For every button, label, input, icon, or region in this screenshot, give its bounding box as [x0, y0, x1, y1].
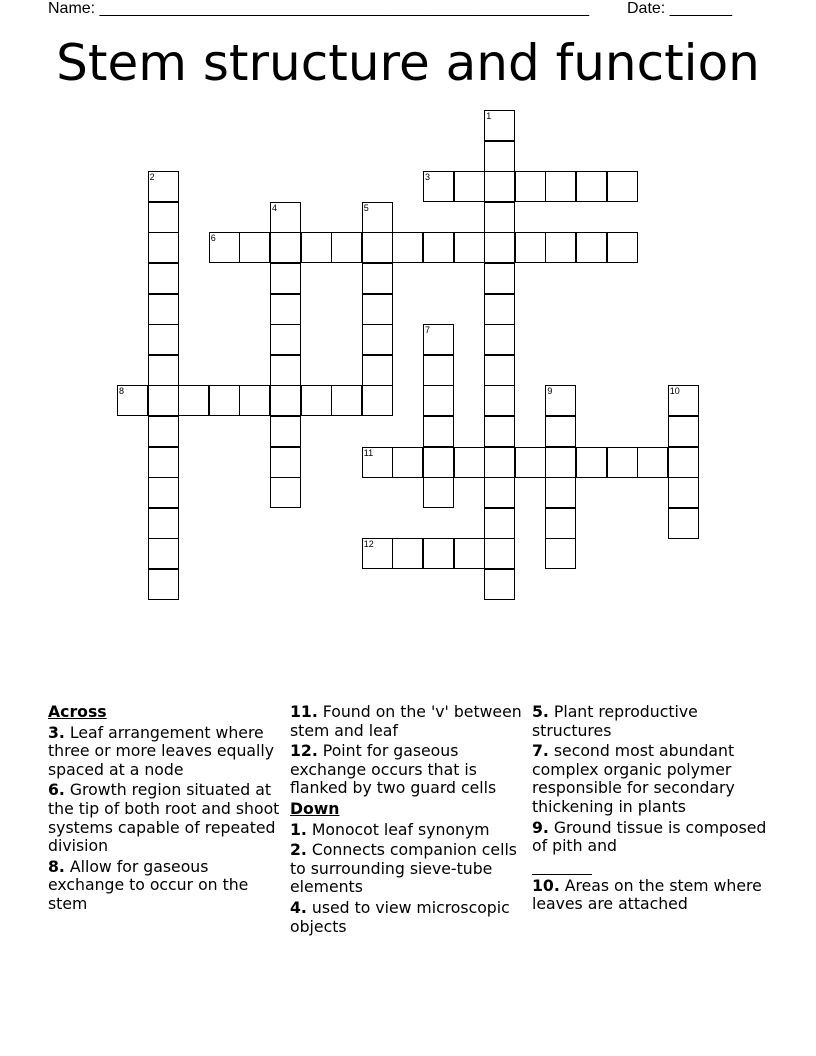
date-blank[interactable]: _______: [669, 0, 732, 17]
grid-cell[interactable]: [484, 385, 515, 416]
grid-cell[interactable]: [454, 538, 485, 569]
grid-cell[interactable]: [362, 385, 393, 416]
clue-text: Areas on the stem where leaves are attached: [532, 875, 762, 914]
clue-text: Growth region situated at the tip of both root and shoot systems capable of repeated division: [48, 780, 280, 856]
grid-cell[interactable]: [270, 447, 301, 478]
grid-cell[interactable]: [607, 171, 638, 202]
clues-column-2: [290, 703, 528, 938]
cell-number: 4: [272, 202, 278, 213]
clue-number: 3.: [48, 722, 65, 742]
grid-cell[interactable]: [668, 477, 699, 508]
grid-cell[interactable]: [484, 202, 515, 233]
grid-cell[interactable]: [423, 355, 454, 386]
grid-cell[interactable]: [331, 232, 362, 263]
clue-down-5: [532, 703, 770, 740]
clue-text: Plant reproductive structures: [532, 702, 698, 740]
cell-number: 9: [547, 386, 553, 397]
grid-cell[interactable]: [148, 232, 179, 263]
grid-cell[interactable]: [270, 416, 301, 447]
grid-cell[interactable]: [484, 263, 515, 294]
clue-text: Point for gaseous exchange occurs that is flanked by two guard cells: [290, 741, 497, 798]
grid-cell[interactable]: [239, 232, 270, 263]
clue-down-10: [532, 877, 770, 914]
name-label: Name:: [48, 0, 96, 17]
grid-cell[interactable]: [148, 477, 179, 508]
clue-down-7: [532, 742, 770, 816]
grid-cell[interactable]: [515, 232, 546, 263]
name-blank[interactable]: _______________________________________________________: [99, 0, 589, 17]
grid-cell[interactable]: [270, 232, 301, 263]
clue-across-11: [290, 703, 528, 740]
clue-number: 9.: [532, 817, 549, 837]
answer-blank: [532, 856, 592, 875]
clue-text: Leaf arrangement where three or more leaves equally spaced at a node: [48, 722, 275, 779]
clue-number: 4.: [290, 897, 307, 917]
grid-cell[interactable]: [270, 355, 301, 386]
grid-cell[interactable]: [423, 538, 454, 569]
clue-number: 10.: [532, 875, 560, 895]
cell-number: 12: [363, 539, 374, 550]
grid-cell[interactable]: [423, 416, 454, 447]
grid-cell[interactable]: [148, 385, 179, 416]
grid-cell[interactable]: [607, 232, 638, 263]
grid-cell[interactable]: [515, 447, 546, 478]
grid-cell[interactable]: [607, 447, 638, 478]
grid-cell[interactable]: [484, 324, 515, 355]
cell-number: 1: [486, 111, 492, 121]
grid-cell[interactable]: [484, 232, 515, 263]
grid-cell[interactable]: [454, 447, 485, 478]
across-heading: Across: [48, 702, 107, 721]
clue-down-1: [290, 821, 528, 840]
grid-cell[interactable]: [668, 447, 699, 478]
clue-number: 7.: [532, 741, 549, 761]
clue-across-8: [48, 858, 286, 914]
grid-cell[interactable]: [392, 232, 423, 263]
grid-cell[interactable]: [362, 355, 393, 386]
clue-across-3: [48, 724, 286, 780]
grid-cell[interactable]: [484, 294, 515, 325]
grid-cell[interactable]: [148, 569, 179, 600]
grid-cell[interactable]: [148, 202, 179, 233]
grid-cell[interactable]: [484, 355, 515, 386]
clues-column-3: [532, 703, 770, 916]
grid-cell[interactable]: [301, 232, 332, 263]
clue-text: Connects companion cells to surrounding sieve-tube elements: [290, 840, 517, 897]
grid-cell[interactable]: [423, 385, 454, 416]
grid-cell[interactable]: [362, 263, 393, 294]
grid-cell[interactable]: [270, 385, 301, 416]
clue-across-12: [290, 742, 528, 798]
grid-cell[interactable]: [423, 447, 454, 478]
cell-number: 6: [210, 233, 216, 244]
clue-number: 5.: [532, 702, 549, 721]
clue-number: 11.: [290, 702, 318, 721]
cell-number: 11: [363, 447, 374, 458]
clue-across-6: [48, 781, 286, 855]
clue-number: 2.: [290, 840, 307, 860]
date-label: Date:: [627, 0, 666, 17]
grid-cell[interactable]: [637, 447, 668, 478]
grid-cell[interactable]: [362, 324, 393, 355]
grid-cell[interactable]: [668, 416, 699, 447]
clue-number: 1.: [290, 819, 307, 839]
cell-number: 8: [119, 386, 125, 397]
cell-number: 10: [669, 386, 680, 397]
grid-cell[interactable]: [545, 416, 576, 447]
grid-cell[interactable]: [545, 538, 576, 569]
grid-cell[interactable]: [484, 477, 515, 508]
clue-text: Allow for gaseous exchange to occur on the stem: [48, 856, 249, 913]
down-heading: Down: [290, 798, 340, 818]
grid-cell[interactable]: [148, 538, 179, 569]
grid-cell[interactable]: [270, 324, 301, 355]
grid-cell[interactable]: [484, 508, 515, 539]
clue-text: Ground tissue is composed of pith and: [532, 817, 767, 856]
grid-cell[interactable]: [545, 508, 576, 539]
clue-text: second most abundant complex organic polymer responsible for secondary thickening in plants: [532, 741, 735, 816]
grid-cell[interactable]: [392, 538, 423, 569]
grid-cell[interactable]: [545, 171, 576, 202]
grid-cell[interactable]: [423, 232, 454, 263]
clue-down-9: [532, 819, 770, 875]
clue-down-4: [290, 899, 528, 936]
grid-cell[interactable]: [545, 447, 576, 478]
grid-cell[interactable]: [484, 141, 515, 172]
grid-cell[interactable]: [209, 385, 240, 416]
grid-cell[interactable]: [178, 385, 209, 416]
grid-cell[interactable]: [668, 508, 699, 539]
grid-cell[interactable]: [148, 294, 179, 325]
cell-number: 5: [363, 202, 369, 213]
clue-text: used to view microscopic objects: [290, 897, 510, 936]
grid-cell[interactable]: [423, 477, 454, 508]
grid-cell[interactable]: [331, 385, 362, 416]
grid-cell[interactable]: [515, 171, 546, 202]
grid-cell[interactable]: [576, 447, 607, 478]
grid-cell[interactable]: [239, 385, 270, 416]
grid-cell[interactable]: [148, 447, 179, 478]
clues-column-1: [48, 703, 286, 916]
cell-number: 2: [149, 172, 155, 183]
grid-cell[interactable]: [454, 232, 485, 263]
clue-number: 6.: [48, 780, 65, 800]
grid-cell[interactable]: [270, 263, 301, 294]
cell-number: 3: [425, 172, 431, 183]
grid-cell[interactable]: [484, 538, 515, 569]
clue-number: 8.: [48, 856, 65, 876]
grid-cell[interactable]: [148, 324, 179, 355]
cell-number: 7: [425, 325, 431, 336]
grid-cell[interactable]: [454, 171, 485, 202]
grid-cell[interactable]: [148, 355, 179, 386]
clue-down-2: [290, 841, 528, 897]
grid-cell[interactable]: [484, 447, 515, 478]
grid-cell[interactable]: [270, 477, 301, 508]
clue-text: Monocot leaf synonym: [311, 819, 490, 839]
grid-cell[interactable]: [576, 171, 607, 202]
grid-cell[interactable]: [392, 447, 423, 478]
grid-cell[interactable]: [148, 263, 179, 294]
clue-text: Found on the 'v' between stem and leaf: [290, 702, 522, 740]
grid-cell[interactable]: [545, 232, 576, 263]
grid-cell[interactable]: [484, 416, 515, 447]
grid-cell[interactable]: [545, 477, 576, 508]
grid-cell[interactable]: [484, 569, 515, 600]
grid-cell[interactable]: [148, 416, 179, 447]
grid-cell[interactable]: [362, 232, 393, 263]
grid-cell[interactable]: [270, 294, 301, 325]
grid-cell[interactable]: [362, 294, 393, 325]
page-title: Stem structure and function: [56, 34, 760, 92]
grid-cell[interactable]: [576, 232, 607, 263]
clue-number: 12.: [290, 741, 318, 761]
grid-cell[interactable]: [148, 508, 179, 539]
grid-cell[interactable]: [484, 171, 515, 202]
grid-cell[interactable]: [301, 385, 332, 416]
